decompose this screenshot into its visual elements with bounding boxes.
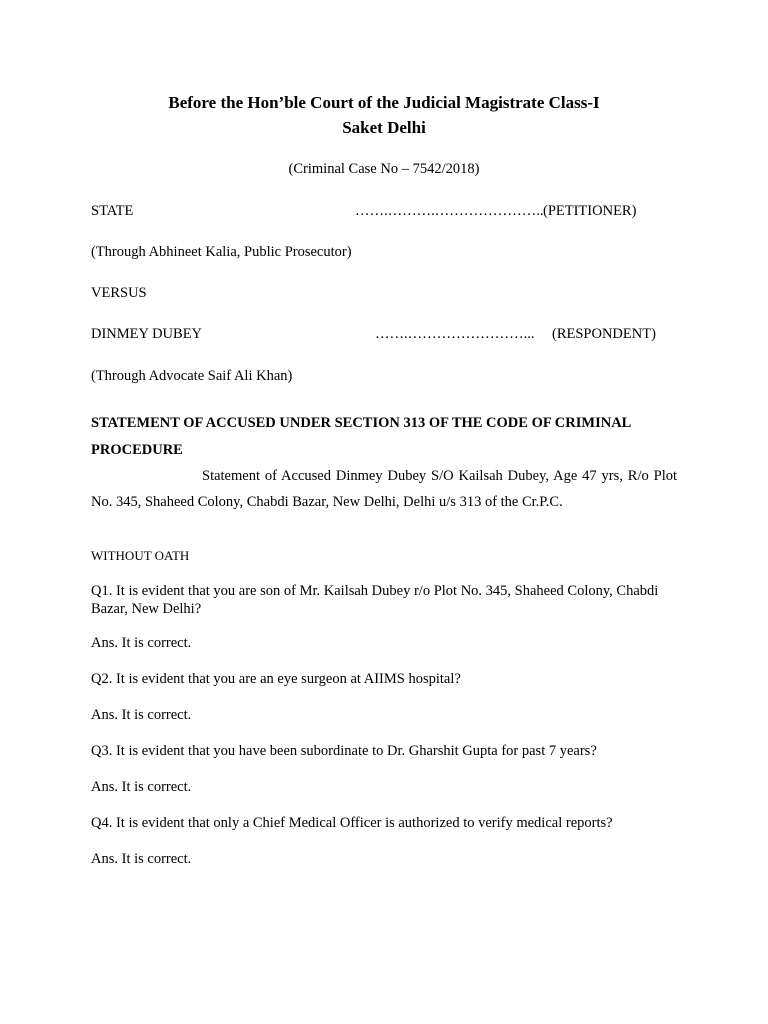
answer-4: Ans. It is correct. [91, 851, 192, 867]
oath-label: WITHOUT OATH [91, 548, 190, 563]
petitioner-dots: …….……….………………….. [355, 203, 544, 219]
statement-title-line2: PROCEDURE [91, 442, 183, 458]
respondent-counsel: (Through Advocate Saif Ali Khan) [91, 368, 293, 384]
respondent-name: DINMEY DUBEY [91, 326, 203, 342]
petitioner-role: (PETITIONER) [543, 203, 637, 219]
answer-3: Ans. It is correct. [91, 779, 192, 795]
petitioner-name: STATE [91, 203, 134, 219]
question-2: Q2. It is evident that you are an eye surgeon at AIIMS hospital? [91, 671, 461, 687]
answer-2: Ans. It is correct. [91, 707, 192, 723]
statement-intro [91, 463, 677, 515]
statement-intro-text: Statement of Accused Dinmey Dubey S/O Kailsah Dubey, Age 47 yrs, R/o Plot No. 345, Shaheed Colony, Chabdi Bazar, New Delhi, Delhi u/s 313 of the Cr.P.C. [91, 468, 677, 510]
case-number: (Criminal Case No – 7542/2018) [288, 161, 480, 177]
question-1: Q1. It is evident that you are son of Mr. Kailsah Dubey r/o Plot No. 345, Shaheed Colony, Chabdi Bazar, New Delhi? [91, 583, 659, 617]
versus-label: VERSUS [91, 285, 147, 301]
respondent-dots: …….……………………... [375, 326, 535, 342]
respondent-role: (RESPONDENT) [552, 326, 656, 342]
question-3: Q3. It is evident that you have been subordinate to Dr. Gharshit Gupta for past 7 years? [91, 743, 597, 759]
court-heading: Before the Hon’ble Court of the Judicial Magistrate Class-I [168, 93, 600, 112]
statement-title-line1: STATEMENT OF ACCUSED UNDER SECTION 313 OF THE CODE OF CRIMINAL [91, 415, 632, 431]
answer-1: Ans. It is correct. [91, 635, 192, 651]
petitioner-counsel: (Through Abhineet Kalia, Public Prosecutor) [91, 244, 352, 260]
court-location: Saket Delhi [342, 118, 426, 137]
question-4: Q4. It is evident that only a Chief Medical Officer is authorized to verify medical reports? [91, 815, 613, 831]
